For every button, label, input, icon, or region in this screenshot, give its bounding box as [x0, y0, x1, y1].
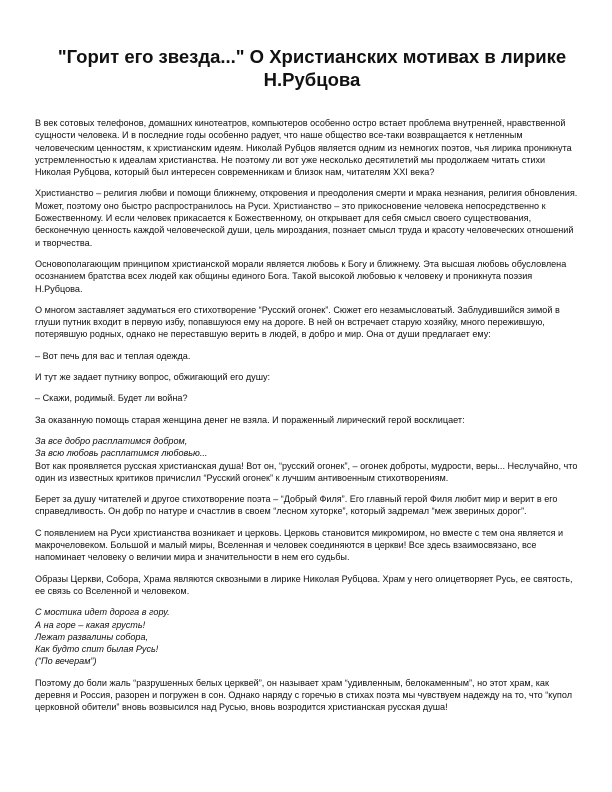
document-title: "Горит его звезда..." О Христианских мотивах в лирике Н.Рубцова	[57, 46, 567, 90]
paragraph-church: С появлением на Руси христианства возникает и церковь. Церковь становится микромиром, но вместе с тем она является и макрочеловеком. Большой и малый миры, Вселенная и человек соединяются в церкви! Все здесь взаимосвязано, все напоминает человеку о величии мира и значительности в нем его судьбы.	[35, 527, 564, 563]
paragraph-intro: В век сотовых телефонов, домашних кинотеатров, компьютеров особенно остро встает проблема внутренней, нравственной сущности человека. И в последние годы особенно радует, что наше общество все-таки возвращается к нетленным человеческим ценностям, к христианским идеям. Николай Рубцов является одним из немногих поэтов, чья лирика проникнута устремленностью к идеалам христианства. Не поэтому ли вот уже несколько десятилетий мы продолжаем читать стихи Николая Рубцова, который был интересен современникам и близок нам, читателям XXI века?	[35, 118, 572, 178]
verse-line: С мостика идет дорога в гору.	[35, 607, 170, 618]
paragraph-question: И тут же задает путнику вопрос, обжигающий его душу:	[35, 372, 271, 383]
document-body	[35, 117, 579, 714]
paragraph-payment: За оказанную помощь старая женщина денег не взяла. И пораженный лирический герой восклицает:	[35, 414, 465, 425]
paragraph-christianity: Христианство – религия любви и помощи ближнему, откровения и преодоления смерти и мрака незнания, религия обновления. Может, поэтому оно быстро распространилось на Руси. Христианство – это прикосновение человека непосредственно к Божественному. И если человек прикасается к Божественному, он открывает для себя смысл своего существования, бесконечную ценность каждой человеческой души, цель мироздания, познает смысл труда и красоту человеческих отношений и творчества.	[35, 188, 578, 248]
paragraph-church-images: Образы Церкви, Собора, Храма являются сквозными в лирике Николая Рубцова. Храм у него олицетворяет Русь, ее святость, ее связь со Вселенной и человеком.	[35, 573, 573, 596]
paragraph-russkiy-ogonek: О многом заставляет задуматься его стихотворение “Русский огонек”. Сюжет его незамысловатый. Заблудившийся зимой в глуши путник входит в первую избу, попавшуюся ему на дороге. В ней он встречает старую хозяйку, много пережившую, потерявшую родных, однако не переставшую верить в людей, в добро и мир. Она от души предлагает ему:	[35, 304, 560, 340]
paragraph-conclusion: Поэтому до боли жаль “разрушенных белых церквей”, он называет храм “удивленным, белокаменным”, но этот храм, как деревня и Россия, разорен и погружен в сон. Однако наряду с горечью в стихах поэта мы чувствуем надежду на то, что “купол церковной обители” вновь возвысился над Русью, вновь возродится христианская русская душа!	[35, 677, 573, 713]
paragraph-quote-war: – Скажи, родимый. Будет ли война?	[35, 393, 188, 404]
verse-source: (“По вечерам”)	[35, 656, 97, 667]
paragraph-quote-stove: – Вот печь для вас и теплая одежда.	[35, 350, 191, 361]
paragraph-russian-soul: Вот как проявляется русская христианская душа! Вот он, “русский огонек”, – огонек доброты, мудрости, веры... Неслучайно, что один из известных критиков причислил “Русский огонек” к лучшим антивоенным стихотворениям.	[35, 460, 578, 483]
verse-line: За всю любовь расплатимся любовью...	[35, 448, 208, 459]
paragraph-dobry-filya: Берет за душу читателей и другое стихотворение поэта – “Добрый Филя”. Его главный герой Филя любит мир и верит в его справедливость. Он добр по натуре и счастлив в своем “лесном хуторке”, который задремал “меж звериных дорог”.	[35, 494, 558, 517]
verse-line: За все добро расплатимся добром,	[35, 435, 188, 446]
verse-line: Лежат развалины собора,	[35, 631, 149, 642]
paragraph-morality: Основополагающим принципом христианской морали является любовь к Богу и ближнему. Эта высшая любовь обусловлена осознанием братства всех людей как общины единого Бога. Такой высокой любовью к человеку и проникнута поэзия Н.Рубцова.	[35, 258, 567, 294]
verse-line: А на горе – какая грусть!	[35, 619, 146, 630]
verse-line: Как будто спит былая Русь!	[35, 644, 159, 655]
